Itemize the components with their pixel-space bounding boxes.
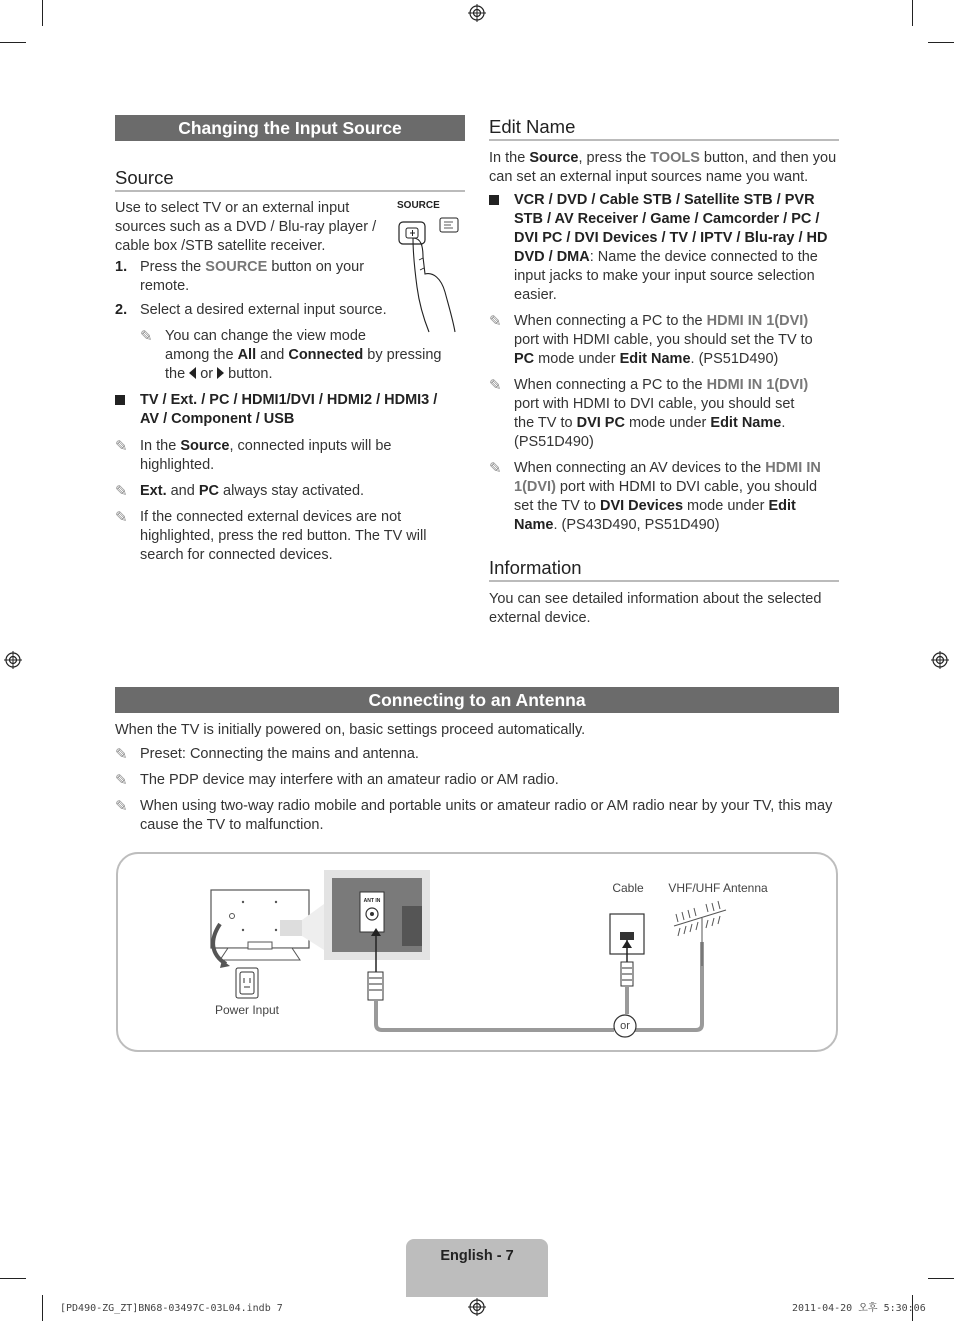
info-line: external device. (489, 610, 591, 626)
registration-mark-icon (931, 651, 949, 669)
remote-source-label: SOURCE (397, 200, 440, 211)
note-text: You can change the view mode (165, 328, 366, 344)
section-title-antenna: Connecting to an Antenna (115, 687, 839, 713)
input-list-text: AV / Component / USB (140, 411, 295, 427)
bullet-square-icon (115, 395, 125, 405)
intro-line: Use to select TV or an external input (115, 200, 350, 216)
note-always-active (115, 482, 465, 502)
note-pencil-icon: ✎ (489, 377, 502, 394)
note-pc-hdmi (489, 312, 844, 372)
edit-text: , press the (578, 150, 651, 166)
note-text: or (196, 366, 218, 382)
note-text: highlighted. (140, 457, 215, 473)
note-text: When connecting an AV devices to the (514, 460, 766, 476)
section-title-input-source: Changing the Input Source (115, 115, 465, 141)
note-highlighted (115, 437, 465, 477)
note-text: When using two-way radio mobile and portable units or amateur radio or AM radio near by your TV, this may (140, 798, 833, 814)
device-list (489, 191, 844, 306)
edit-name-heading: Edit Name (489, 117, 839, 141)
crop-mark (42, 1295, 43, 1321)
note-text: search for connected devices. (140, 547, 333, 563)
step-1 (115, 258, 375, 298)
step-number: 1. (115, 259, 128, 275)
cable-label: Cable (612, 881, 644, 895)
dvd-dma-key: DVD / DMA (514, 249, 590, 265)
source-key: Source (180, 438, 230, 454)
crop-mark (0, 1278, 26, 1279)
edit-text: In the (489, 150, 530, 166)
note-text: If the connected external devices are not (140, 509, 402, 525)
crop-mark (928, 1278, 954, 1279)
antenna-note-preset (115, 745, 839, 765)
note-pencil-icon: ✎ (489, 313, 502, 330)
device-list-text: VCR / DVD / Cable STB / Satellite STB / PVR (514, 192, 815, 208)
source-intro (115, 199, 395, 256)
note-text: When connecting a PC to the (514, 377, 707, 393)
note-text: button. (224, 366, 273, 382)
hdmi-key: HDMI IN 1(DVI) (706, 313, 809, 329)
page-label: English - 7 (440, 1248, 514, 1264)
edit-name-key: Edit Name (619, 351, 691, 367)
pc-key: PC (514, 351, 535, 367)
note-pencil-icon: ✎ (489, 460, 502, 477)
note-pencil-icon: ✎ (115, 798, 128, 815)
tools-key: TOOLS (650, 150, 700, 166)
pc-key: PC (198, 483, 219, 499)
note-text: cause the TV to malfunction. (140, 817, 324, 833)
intro-line: cable box /STB satellite receiver. (115, 238, 326, 254)
edit-name-intro (489, 149, 844, 187)
intro-line: sources such as a DVD / Blu-ray player / (115, 219, 377, 235)
device-list-text: STB / AV Receiver / Game / Camcorder / PC / (514, 211, 820, 227)
input-list (115, 391, 465, 431)
registration-mark-icon (468, 4, 486, 22)
note-text: and (166, 483, 199, 499)
note-text: and (256, 347, 289, 363)
note-text: set the TV to (514, 498, 600, 514)
note-text: . (781, 415, 786, 431)
vhf-uhf-label: VHF/UHF Antenna (668, 881, 768, 895)
source-key: Source (529, 150, 579, 166)
note-text: port with HDMI cable, you should set the TV to (514, 332, 813, 348)
dvi-pc-key: DVI PC (576, 415, 625, 431)
registration-mark-icon (4, 651, 22, 669)
crop-mark (42, 0, 43, 26)
note-text: , connected inputs will be (229, 438, 392, 454)
step-text: remote. (140, 278, 190, 294)
note-text: The PDP device may interfere with an amateur radio or AM radio. (140, 772, 559, 788)
note-text: mode under (534, 351, 620, 367)
step-text: Select a desired external input source. (140, 302, 387, 318)
step-2 (115, 301, 415, 321)
note-text: by pressing (363, 347, 442, 363)
device-list-text: : Name the device connected to the (589, 249, 818, 265)
note-pencil-icon: ✎ (115, 772, 128, 789)
note-text: highlighted, press the red button. The TV will (140, 528, 427, 544)
information-heading: Information (489, 558, 839, 582)
device-list-text: DVI PC / DVI Devices / TV / IPTV / Blu-ray / HD (514, 230, 828, 246)
all-key: All (237, 347, 257, 363)
note-red-button (115, 508, 465, 568)
power-input-label: Power Input (214, 1003, 280, 1017)
hdmi-key: HDMI IN (765, 460, 821, 476)
note-pc-dvi (489, 376, 844, 456)
device-list-text: input jacks to make your input source selection (514, 268, 815, 284)
note-pencil-icon: ✎ (115, 746, 128, 763)
crop-mark (928, 42, 954, 43)
file-info: [PD490-ZG_ZT]BN68-03497C-03L04.indb 7 (60, 1303, 283, 1314)
note-pencil-icon: ✎ (115, 483, 128, 500)
input-list-text: TV / Ext. / PC / HDMI1/DVI / HDMI2 / HDMI3 / (140, 392, 438, 408)
registration-mark-icon (468, 1298, 486, 1316)
print-timestamp: 2011-04-20 오후 5:30:06 (792, 1303, 926, 1314)
crop-mark (0, 42, 26, 43)
ext-key: Ext. (140, 483, 167, 499)
source-heading: Source (115, 168, 465, 192)
edit-text: button, and then you (699, 150, 837, 166)
edit-text: can set an external input sources name you want. (489, 169, 809, 185)
note-pencil-icon: ✎ (140, 328, 153, 345)
hdmi-key: HDMI IN 1(DVI) (706, 377, 809, 393)
note-text: always stay activated. (219, 483, 365, 499)
information-text (489, 590, 844, 628)
bullet-square-icon (489, 195, 499, 205)
note-text: mode under (683, 498, 769, 514)
page-number-tab (406, 1239, 548, 1297)
step-text: Press the (140, 259, 206, 275)
note-text: port with HDMI to DVI cable, you should (555, 479, 818, 495)
ant-in-label: ANT IN (363, 898, 381, 904)
edit-name-key: Name (514, 517, 554, 533)
note-pencil-icon: ✎ (115, 509, 128, 526)
dvi-devices-key: DVI Devices (599, 498, 684, 514)
step-text: button on your (267, 259, 365, 275)
antenna-note-pdp (115, 771, 839, 791)
note-text: mode under (624, 415, 711, 431)
power-input-icon (236, 968, 258, 998)
antenna-note-radio (115, 797, 839, 837)
info-line: You can see detailed information about the selected (489, 591, 822, 607)
step-number: 2. (115, 302, 128, 318)
connected-key: Connected (288, 347, 364, 363)
note-text: . (PS51D490) (690, 351, 779, 367)
or-label: or (620, 1020, 630, 1032)
antenna-intro: When the TV is initially powered on, basic settings proceed automatically. (115, 722, 586, 738)
note-text: port with HDMI to DVI cable, you should set (514, 396, 795, 412)
note-text: the (165, 366, 190, 382)
device-list-text: easier. (514, 287, 557, 303)
note-text: In the (140, 438, 181, 454)
note-pencil-icon: ✎ (115, 438, 128, 455)
view-mode-note (140, 327, 460, 387)
edit-name-key: Edit (768, 498, 796, 514)
note-text: When connecting a PC to the (514, 313, 707, 329)
ant-in-panel (324, 870, 430, 960)
note-text: . (PS43D490, PS51D490) (553, 517, 720, 533)
source-key: SOURCE (205, 259, 268, 275)
note-text: Preset: Connecting the mains and antenna. (140, 746, 419, 762)
edit-name-key: Edit Name (710, 415, 782, 431)
hdmi-key: 1(DVI) (514, 479, 556, 495)
note-av-dvi (489, 459, 844, 539)
antenna-diagram (116, 852, 838, 1052)
note-text: the TV to (514, 415, 577, 431)
note-text: among the (165, 347, 238, 363)
note-text: (PS51D490) (514, 434, 594, 450)
crop-mark (912, 0, 913, 26)
